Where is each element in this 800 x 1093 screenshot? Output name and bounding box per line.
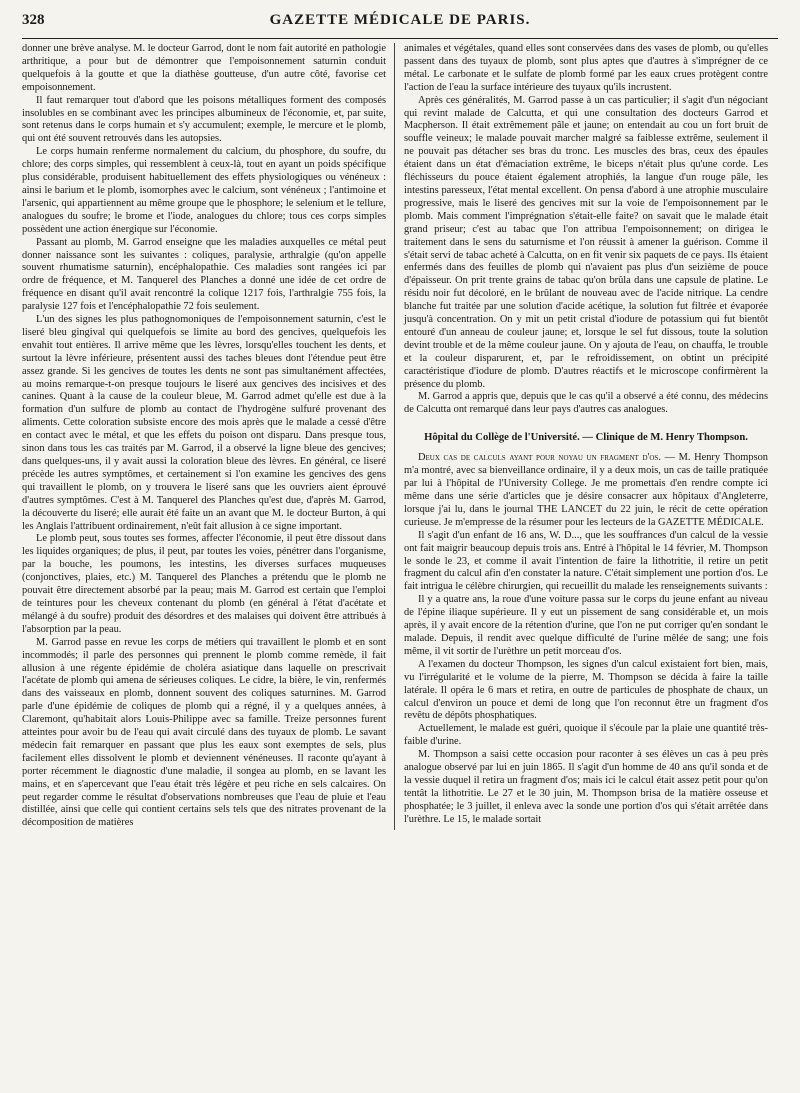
page-number: 328 bbox=[22, 12, 45, 28]
paragraph: L'un des signes les plus pathognomoniques de l'empoisonnement saturnin, c'est le liseré bleu gingival qui quelquefois se limite au bord des gencives, quelquefois les envahit tout entières. Il arrive même que les lèvres, lorsqu'elles touchent les dents, et surtout la lèvre inférieure, présentent aussi des taches bleues dont l'étendue peut être assez grande. Si les gencives de toutes les dents ne sont pas simultanément affectées, au moins remarque-t-on presque toujours le liseré aux gencives des incisives et des canines. Quant à la cause de la couleur bleue, M. Garrod admet qu'elle est due à la formation d'un sulfure de plomb au contact de l'hydrogène sulfuré provenant des aliments. Cette coloration subsiste encore des mois après que le malade a cessé d'être en contact avec le métal, et que les effets du poison ont disparu. Dans presque tous, sinon dans tous les cas traités par M. Garrod, il a observé la ligne bleue des gencives; dans quelques-uns, il y avait aussi la coloration bleue des lèvres. En général, ce liseré précède les autres symptômes, et certainement si l'on examine les gencives des gens qui travaillent le plomb, on y trouvera le liseré sans que les ouvriers aient éprouvé d'autres symptômes. C'est à M. Tanquerel des Planches qu'est due, d'après M. Garrod, la découverte du liseré; elle aurait été faite un an avant que M. le docteur Burton, à qui les Anglais l'attribuent ordinairement, n'eût fait allusion à ce signe important. bbox=[22, 314, 386, 532]
text-columns bbox=[22, 43, 778, 830]
paragraph: animales et végétales, quand elles sont conservées dans des vases de plomb, ou qu'elles passent dans des tuyaux de plomb, sont plus aptes que d'autres à s'imprégner de ce métal. Le carbonate et le sulfate de plomb formé par les eaux crues protègent contre l'action de l'eau la surface intérieure des tuyaux qu'ils incrustent. bbox=[404, 43, 768, 93]
paragraph: donner une brève analyse. M. le docteur Garrod, dont le nom fait autorité en pathologie arthritique, a pour but de démontrer que l'empoisonnement saturnin conduit quelquefois à la goutte et que la diathèse goutteuse, d'un autre côté, favorise cet empoisonnement. bbox=[22, 43, 386, 93]
section-subhead: Deux cas de calculs ayant pour noyau un fragment d'os. bbox=[418, 452, 661, 464]
paragraph: A l'examen du docteur Thompson, les signes d'un calcul existaient fort bien, mais, vu l'irrégularité et le volume de la pierre, M. Thompson se décida à faire la taille latérale. Il opéra le 6 mars et retira, en outre de particules de phosphate de chaux, un calcul d'environ un pouce et demi de long que l'on reconnut être un fragment d'os revêtu de dépôts phosphatiques. bbox=[404, 658, 768, 722]
paragraph: Passant au plomb, M. Garrod enseigne que les maladies auxquelles ce métal peut donner naissance sont les suivantes : coliques, paralysie, arthralgie (qu'on appelle souvent rhumatisme saturnin), encéphalopathie. Ces maladies sont rangées ici par ordre de fréquence, et M. Tanquerel des Planches a donné une idée de cet ordre de fréquence en disant qu'il avait rencontré la colique 1217 fois, l'arthralgie 755 fois, la paralysie 127 fois et l'encéphalopathie 72 fois seulement. bbox=[22, 236, 386, 313]
paragraph: Actuellement, le malade est guéri, quoique il s'écoule par la plaie une quantité très-faible d'urine. bbox=[404, 723, 768, 748]
right-column bbox=[395, 43, 768, 830]
section-lead-paragraph bbox=[404, 452, 768, 529]
paragraph: Après ces généralités, M. Garrod passe à un cas particulier; il s'agit d'un négociant qui revint malade de Calcutta, et qui une consultation des docteurs Garrod et Macpherson. Il était extrêmement pâle et jaune; on entendait au cou un fort bruit de souffle veineux; le malade pouvait marcher malgré sa faiblesse extrême, seulement il ne pouvait pas détacher ses bras du tronc. Les muscles des bras, ceux des épaules étaient dans un état d'émaciation extrême, le biceps n'était plus qu'une corde. Les fléchisseurs du pouce étaient également atrophiés, la langue d'un rouge pâle, les intestins paresseux, l'état mental excellent. On pensa d'abord à une atrophie musculaire progressive, mais le liseré des gencives mit sur la voie de l'empoisonnement par le plomb. Mais comment l'imprégnation s'était-elle faite? on savait que le malade était grand priseur; c'est au tabac que l'on attribua l'empoisonnement; on dirigea le traitement dans le sens du saturnisme et l'on réussit à amener la guérison. Comme il s'était servi de tabac acheté à Calcutta, on en fit venir six paquets de ce pays. Ils étaient enfermés dans des feuilles de plomb qui n'avaient pas plus d'un seizième de pouce d'épaisseur. On prit trente grains de tabac qu'on brûla dans une capsule de platine. Le résidu noir fut décoloré, en le brûlant de nouveau avec de l'acide nitrique. La cendre blanche fut traitée par une solution d'acide acétique, la solution fut filtrée et évaporée jusqu'à concentration. On y mit un petit cristal d'iodure de potassium qui fut bientôt entouré d'un anneau de couleur jaune; et, lorsque le sel fut dissous, toute la solution devint trouble et de la même couleur jaune. On y ajouta de l'eau, on chauffa, le trouble et la couleur disparurent, et, par le refroidissement, on obtint un précipité caractéristique d'iodure de plomb. D'autres réactifs et le microscope confirmèrent la présence du plomb. bbox=[404, 94, 768, 390]
paragraph: M. Thompson a saisi cette occasion pour raconter à ses élèves un cas à peu près analogue observé par lui en juin 1865. Il s'agit d'un homme de 40 ans qu'il sonda et de la vessie duquel il retira un fragment d'os; mais ici le calcul était assez petit pour qu'on tentât la lithotritie. Le 27 et le 30 juin, M. Thompson brisa de la matière osseuse et phosphatée; le 3 juillet, il enleva avec la sonde une portion d'os qui s'était arrêtée dans l'urèthre. Le 15, le malade sortait bbox=[404, 749, 768, 825]
paragraph: Le corps humain renferme normalement du calcium, du phosphore, du soufre, du chlore; des corps simples, qui ressemblent à ceux-là, tout en ayant un poids spécifique plus considérable, produisent habituellement des effets physiologiques ou vénéneux : ainsi le barium et le plomb, isomorphes avec le calcium, sont vénéneux ; l'antimoine et l'arsenic, qui appartiennent au même groupe que le phosphore; le selenium et le tellure, analogues du soufre; le brome et l'iode, analogues du chlore; tous ces corps simples possèdent une action énergique sur l'économie. bbox=[22, 146, 386, 235]
journal-title: GAZETTE MÉDICALE DE PARIS. bbox=[269, 12, 531, 28]
paragraph: M. Garrod passe en revue les corps de métiers qui travaillent le plomb et en sont incommodés; il parle des personnes qui prennent le plomb comme remède, il fait allusion à une régente épidémie de choléra asiatique dans laquelle on prescrivait l'acétate de plomb qui amena de sérieuses coliques. Le cidre, la bière, le vin, renfermés dans des vaisseaux en plomb, donnent souvent des coliques saturnines. M. Garrod parle d'une épidémie de coliques de plomb qui a régné, il y a quelques années, à Claremont, qu'habitait alors Louis-Philippe avec sa famille. Treize personnes furent atteintes pour avoir bu de l'eau qui avait circulé dans des tuyaux de plomb. Le savant médecin fait remarquer en passant que plus les eaux sont exemptes de sels, plus facilement elles dissolvent le plomb et deviennent vénéneuses. Il raconte qu'ayant à porter récemment le diagnostic d'une maladie, il songea au plomb, en se lavant les mains, et en s'apercevant que l'eau était très légère et peu riche en sels calcaires. On peut regarder comme le résultat d'observations nombreuses que l'eau de pluie et l'eau distillée, ainsi que celle qui contient certains sels tels que des nitrates provenant de la décomposition de matières bbox=[22, 636, 386, 829]
section-title: Hôpital du Collège de l'Université. — Clinique de M. Henry Thompson. bbox=[424, 432, 748, 444]
paragraph: Il y a quatre ans, la roue d'une voiture passa sur le corps du jeune enfant au niveau de l'épine iliaque supérieure. Il y eut un pissement de sang considérable et, un mois après, il y avait encore de la rétention d'urine, que l'on ne put corriger qu'en sondant le malade. Depuis, il rendit avec quelque difficulté de l'urine mêlée de sang; une fois même, il vit sortir de l'urèthre un petit morceau d'os. bbox=[404, 594, 768, 657]
paragraph: M. Garrod a appris que, depuis que le cas qu'il a observé a été connu, des médecins de Calcutta ont remarqué dans leur pays d'autres cas analogues. bbox=[404, 391, 768, 416]
paragraph: Il s'agit d'un enfant de 16 ans, W. D..., que les souffrances d'un calcul de la vessie ont fait maigrir beaucoup depuis trois ans. Entré à l'hôpital le 14 février, M. Thompson le sonde le 23, et comme il avait l'intention de faire la lithotritie, il retire un petit fragment du calcul afin d'en constater la nature. C'était simplement une portion d'os. Le fait intrigua le célèbre chirurgien, qui recueillit du malade les renseignements suivants : bbox=[404, 529, 768, 593]
paragraph: Le plomb peut, sous toutes ses formes, affecter l'économie, il peut être dissout dans les liquides organiques; de plus, il peut, par toutes les voies, pénétrer dans l'organisme, par la bouche, les poumons, les intestins, les diverses surfaces muqueuses (conjonctives, plaies, etc.) M. Tanquerel des Planches a prétendu que le plomb ne pouvait être directement absorbé par la peau; mais M. Garrod est certain que l'emploi de teintures pour les cheveux contenant du plomb (en général à l'état d'acétate et mélangé à du soufre) produit des désordres et des malaises qui doivent être attribués à l'absorption par la peau. bbox=[22, 533, 386, 635]
left-column bbox=[22, 43, 395, 830]
page-header bbox=[22, 12, 778, 39]
section-lead-text: — M. Henry Thompson m'a montré, avec sa bienveillance ordinaire, il y a deux mois, un cas de taille pratiquée par lui à l'hôpital de l'University College. Je me promettais d'en rendre compte ici même dans une série d'articles que je désire consacrer aux hôpitaux d'Angleterre, lorsque j'ai lu, dans le journal THE LANCET du 22 juin, le récit de cette opération curieuse. Je m'empresse de la résumer pour les lecteurs de la GAZETTE MÉDICALE. bbox=[404, 452, 769, 528]
paragraph: Il faut remarquer tout d'abord que les poisons métalliques forment des composés insolubles en se combinant avec les principes albumineux de l'économie, et, par suite, sont retenus dans le corps humain et s'y accumulent; exemple, le mercure et le plomb, qui ont été souvent retrouvés dans les autopsies. bbox=[22, 94, 386, 145]
